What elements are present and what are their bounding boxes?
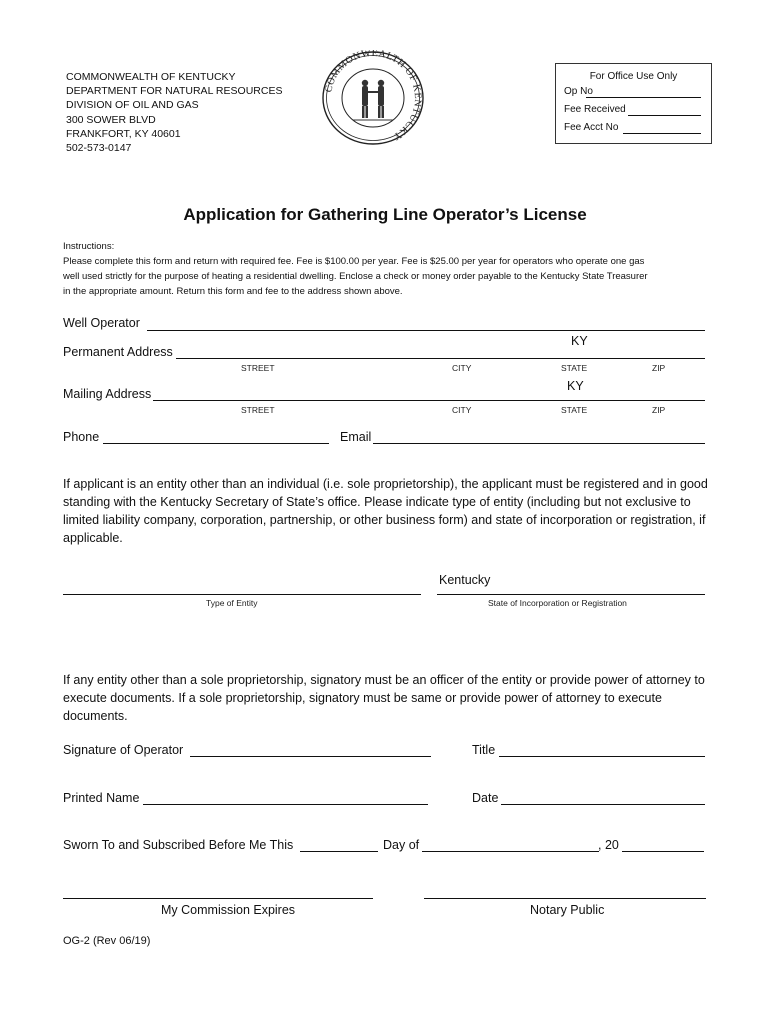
email-field[interactable]: [373, 443, 705, 444]
commission-label: My Commission Expires: [161, 903, 296, 917]
op-no-field[interactable]: [586, 97, 701, 98]
mailing-address-field[interactable]: [153, 400, 705, 401]
permanent-state-value: KY: [571, 334, 588, 348]
email-label: Email: [340, 430, 372, 444]
sworn-month-field[interactable]: [422, 851, 599, 852]
entity-state-field[interactable]: [437, 594, 705, 595]
agency-line: COMMONWEALTH OF KENTUCKY: [66, 71, 236, 83]
well-operator-label: Well Operator: [63, 316, 140, 330]
entity-instructions: If applicant is an entity other than an individual (i.e. sole proprietorship), the applicant must be registered and in good standing with the Kentucky Secretary of State’s office. Please indicate type of entity (including but not exclusive to limited liability company, corporation, partnership, or other business form) and state of incorporation or registration, if applicable.: [63, 477, 708, 545]
svg-text:COMMONWEALTH OF KENTUCKY: COMMONWEALTH OF KENTUCKY: [323, 50, 424, 143]
form-id: OG-2 (Rev 06/19): [63, 935, 151, 947]
mailing-address-label: Mailing Address: [63, 387, 152, 401]
agency-address: [66, 70, 282, 155]
street-caption: STREET: [241, 363, 275, 373]
mailing-state-value: KY: [567, 379, 584, 393]
sworn-day-field[interactable]: [300, 851, 378, 852]
entity-type-caption: Type of Entity: [206, 598, 258, 608]
notary-label: Notary Public: [530, 903, 605, 917]
fee-received-label: Fee Received: [564, 104, 626, 115]
well-operator-field[interactable]: [147, 330, 705, 331]
zip-caption: ZIP: [652, 363, 666, 373]
year-prefix: , 20: [598, 838, 619, 852]
agency-line: DEPARTMENT FOR NATURAL RESOURCES: [66, 85, 283, 98]
title-label: Title: [472, 743, 496, 757]
fee-received-field[interactable]: [628, 115, 701, 116]
city-caption: CITY: [452, 405, 472, 415]
sworn-label: Sworn To and Subscribed Before Me This: [63, 838, 294, 852]
printed-name-field[interactable]: [143, 804, 428, 805]
entity-type-field[interactable]: [63, 594, 421, 595]
title-field[interactable]: [499, 756, 705, 757]
phone-label: Phone: [63, 430, 100, 444]
agency-line: 502-573-0147: [66, 142, 132, 155]
state-seal-icon: [318, 50, 428, 146]
sworn-year-field[interactable]: [622, 851, 704, 852]
instructions-line: well used strictly for the purpose of heating a residential dwelling. Enclose a check or money order payable to the Kentucky State Treasurer: [63, 271, 648, 282]
signature-field[interactable]: [190, 756, 431, 757]
instructions-line: in the appropriate amount. Return this form and fee to the address shown above.: [63, 286, 403, 297]
instructions-line: Please complete this form and return with required fee. Fee is $100.00 per year. Fee is $25.00 per year for operators who operate one gas: [63, 256, 645, 267]
state-caption: STATE: [561, 363, 588, 373]
agency-line: FRANKFORT, KY 40601: [66, 127, 181, 140]
op-no-label: Op No: [564, 86, 593, 97]
zip-caption: ZIP: [652, 405, 666, 415]
commission-expires-field[interactable]: [63, 898, 373, 899]
date-field[interactable]: [501, 804, 705, 805]
office-use-box: [555, 63, 712, 144]
agency-line: DIVISION OF OIL AND GAS: [66, 99, 199, 112]
form-title: Application for Gathering Line Operator’s License: [183, 205, 587, 224]
agency-line: 300 SOWER BLVD: [66, 113, 156, 126]
printed-name-label: Printed Name: [63, 791, 140, 805]
signatory-instructions: If any entity other than a sole proprietorship, signatory must be an officer of the entity or provide power of attorney to execute documents. If a sole proprietorship, signatory must be same or provide power of attorney to execute documents.: [63, 673, 705, 723]
state-caption: STATE: [561, 405, 588, 415]
phone-field[interactable]: [103, 443, 329, 444]
fee-acct-field[interactable]: [623, 133, 701, 134]
permanent-address-field[interactable]: [176, 358, 705, 359]
permanent-address-label: Permanent Address: [63, 345, 173, 359]
notary-signature-field[interactable]: [424, 898, 706, 899]
signature-label: Signature of Operator: [63, 743, 184, 757]
fee-acct-label: Fee Acct No: [564, 122, 619, 133]
street-caption: STREET: [241, 405, 275, 415]
entity-state-value: Kentucky: [439, 573, 491, 587]
entity-state-caption: State of Incorporation or Registration: [488, 598, 627, 608]
office-use-title: For Office Use Only: [589, 71, 678, 82]
instructions-heading: Instructions:: [63, 241, 115, 252]
city-caption: CITY: [452, 363, 472, 373]
date-label: Date: [472, 791, 499, 805]
day-of-label: Day of: [383, 838, 420, 852]
